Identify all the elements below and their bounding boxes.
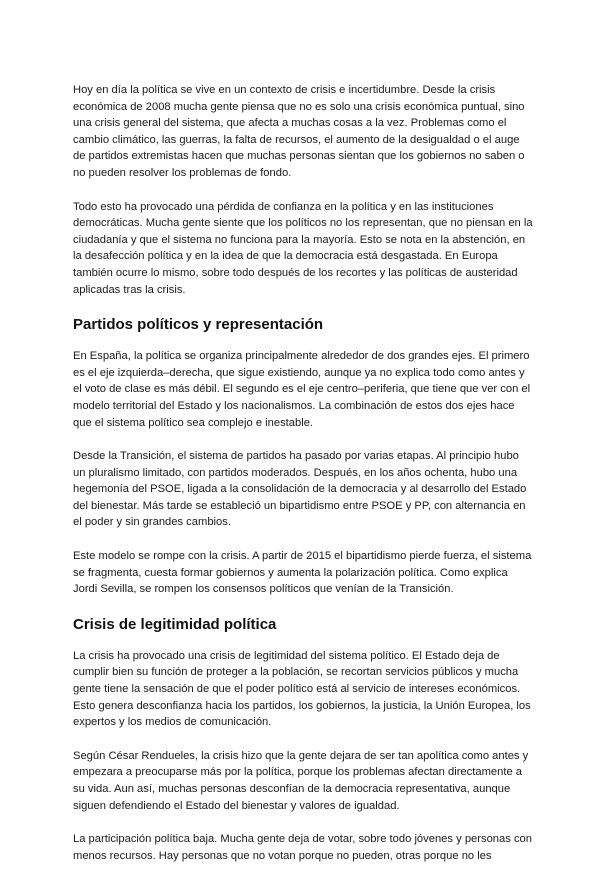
section1-paragraph-1: En España, la política se organiza principalmente alrededor de dos grandes ejes. El primero es el eje izquierda–derecha, que sigue existiendo, aunque ya no explica todo como antes y el voto de clase es más débil. El segundo es el eje centro–periferia, que tiene que ver con el modelo territorial del Estado y los nacionalismos. La combinación de estos dos ejes hace que el sistema político sea complejo e inestable. — [73, 350, 531, 429]
section-heading-crisis: Crisis de legitimidad política — [73, 615, 277, 633]
section2-paragraph-3: La participación política baja. Mucha gente deja de votar, sobre todo jóvenes y personas con menos recursos. Hay personas que no votan porque no pueden, otras porque no les — [73, 833, 532, 862]
section1-paragraph-3: Este modelo se rompe con la crisis. A partir de 2015 el bipartidismo pierde fuerza, el sistema se fragmenta, cuesta formar gobiernos y aumenta la polarización política. Como explica Jordi Sevilla, se rompen los consensos políticos que venían de la Transición. — [73, 550, 532, 596]
intro-paragraph-2: Todo esto ha provocado una pérdida de confianza en la política y en las instituciones democráticas. Mucha gente siente que los políticos no los representan, que no piensan en la ciudadanía y que el sistema no funciona para la mayoría. Esto se nota en la abstención, en la desafección política y en la idea de que la democracia está desgastada. En Europa también ocurre lo mismo, sobre todo después de los recortes y las políticas de austeridad aplicadas tras la crisis. — [73, 200, 533, 296]
document-page — [73, 82, 533, 881]
section-heading-partidos: Partidos políticos y representación — [73, 316, 324, 334]
intro-paragraph-1: Hoy en día la política se vive en un contexto de crisis e incertidumbre. Desde la crisis económica de 2008 mucha gente piensa que no es solo una crisis económica puntual, sino una crisis general del sistema, que afecta a muchas cosas a la vez. Problemas como el cambio climático, las guerras, la falta de recursos, el aumento de la desigualdad o el auge de partidos extremistas hacen que muchas personas sientan que los gobiernos no saben o no pueden resolver los problemas de fondo. — [73, 84, 525, 179]
section1-paragraph-2: Desde la Transición, el sistema de partidos ha pasado por varias etapas. Al principio hubo un pluralismo limitado, con partidos moderados. Después, en los años ochenta, hubo una hegemonía del PSOE, ligada a la consolidación de la democracia y al desarrollo del Estado del bienestar. Más tarde se estableció un bipartidismo entre PSOE y PP, con alternancia en el poder y sin grandes cambios. — [73, 450, 527, 529]
section2-paragraph-2: Según César Rendueles, la crisis hizo que la gente dejara de ser tan apolítica como antes y empezara a preocuparse más por la política, porque los problemas afectan directamente a su vida. Aun así, muchas personas desconfían de la democracia representativa, aunque siguen defendiendo el Estado del bienestar y valores de igualdad. — [73, 749, 529, 812]
section2-paragraph-1: La crisis ha provocado una crisis de legitimidad del sistema político. El Estado deja de cumplir bien su función de proteger a la población, se recortan servicios públicos y mucha gente tiene la sensación de que el poder político está al servicio de intereses económicos. Esto genera desconfianza hacia los partidos, los gobiernos, la justicia, la Unión Europea, los expertos y los medios de comunicación. — [73, 649, 531, 729]
